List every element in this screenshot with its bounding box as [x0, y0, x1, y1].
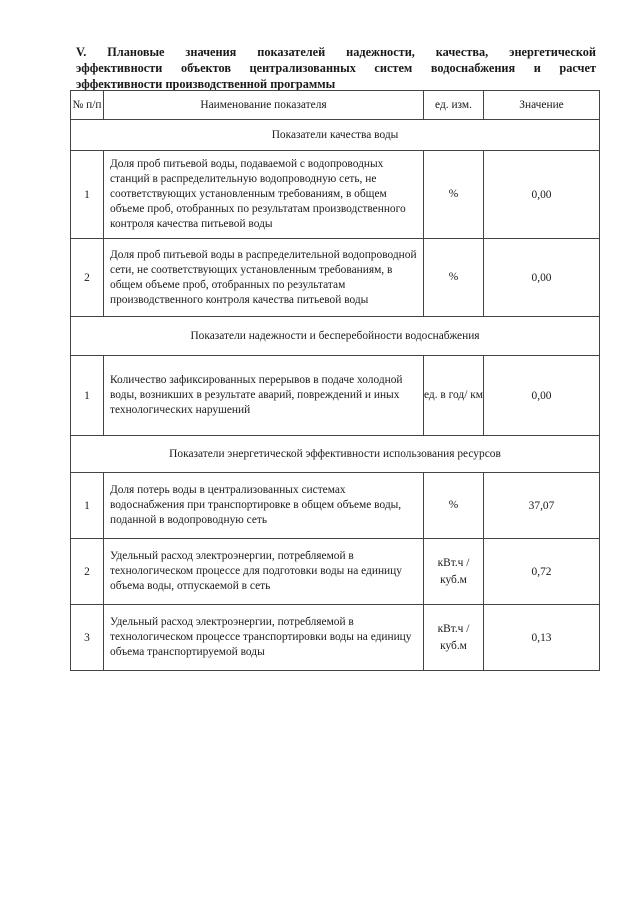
- header-unit: ед. изм.: [424, 91, 484, 120]
- row-unit: %: [424, 473, 484, 539]
- row-value: 0,00: [484, 151, 600, 239]
- table-row: [71, 239, 600, 317]
- row-unit: кВт.ч / куб.м: [424, 605, 484, 671]
- row-value: 0,00: [484, 356, 600, 436]
- row-name: Доля проб питьевой воды, подаваемой с водопроводных станций в распределительную водопроводную сеть, не соответствующих установленным требованиям, в общем объеме проб, отобранных по результатам производственного контроля качества питьевой воды: [104, 151, 424, 239]
- section-title: Показатели энергетической эффективности использования ресурсов: [71, 436, 600, 473]
- row-value: 0,72: [484, 539, 600, 605]
- header-name: Наименование показателя: [104, 91, 424, 120]
- row-num: 1: [71, 473, 104, 539]
- row-value: 0,00: [484, 239, 600, 317]
- row-value: 37,07: [484, 473, 600, 539]
- indicators-table: [70, 90, 600, 671]
- row-num: 3: [71, 605, 104, 671]
- section-title: Показатели качества воды: [71, 120, 600, 151]
- row-name: Удельный расход электроэнергии, потребляемой в технологическом процессе для подготовки воды на единицу объема воды, отпускаемой в сеть: [104, 539, 424, 605]
- row-name: Количество зафиксированных перерывов в подаче холодной воды, возникших в результате аварий, повреждений и иных технологических нарушений: [104, 356, 424, 436]
- row-name: Удельный расход электроэнергии, потребляемой в технологическом процессе транспортировки воды на единицу объема транспортируемой воды: [104, 605, 424, 671]
- row-value: 0,13: [484, 605, 600, 671]
- heading-line-3: эффективности производственной программы: [76, 77, 336, 91]
- section-heading: [76, 44, 596, 92]
- row-unit: %: [424, 151, 484, 239]
- row-name: Доля потерь воды в централизованных системах водоснабжения при транспортировке в общем объеме воды, поданной в водопроводную сеть: [104, 473, 424, 539]
- section-row-reliability: [71, 317, 600, 356]
- table-row: [71, 151, 600, 239]
- row-num: 2: [71, 539, 104, 605]
- row-unit: кВт.ч / куб.м: [424, 539, 484, 605]
- row-num: 2: [71, 239, 104, 317]
- heading-line-1: V. Плановые значения показателей надежности, качества, энергетической: [76, 45, 596, 59]
- table-row: [71, 356, 600, 436]
- row-num: 1: [71, 151, 104, 239]
- row-num: 1: [71, 356, 104, 436]
- section-row-quality: [71, 120, 600, 151]
- header-num: № п/п: [71, 91, 104, 120]
- row-name: Доля проб питьевой воды в распределительной водопроводной сети, не соответствующих установленным требованиям, в общем объеме проб, отобранных по результатам производственного контроля качества питьевой воды: [104, 239, 424, 317]
- header-value: Значение: [484, 91, 600, 120]
- row-unit: ед. в год/ км: [424, 356, 484, 436]
- section-title: Показатели надежности и бесперебойности водоснабжения: [71, 317, 600, 356]
- section-row-energy: [71, 436, 600, 473]
- row-unit: %: [424, 239, 484, 317]
- table-row: [71, 473, 600, 539]
- table-row: [71, 605, 600, 671]
- table-header-row: [71, 91, 600, 120]
- heading-line-2: эффективности объектов централизованных систем водоснабжения и расчет: [76, 61, 596, 75]
- table-row: [71, 539, 600, 605]
